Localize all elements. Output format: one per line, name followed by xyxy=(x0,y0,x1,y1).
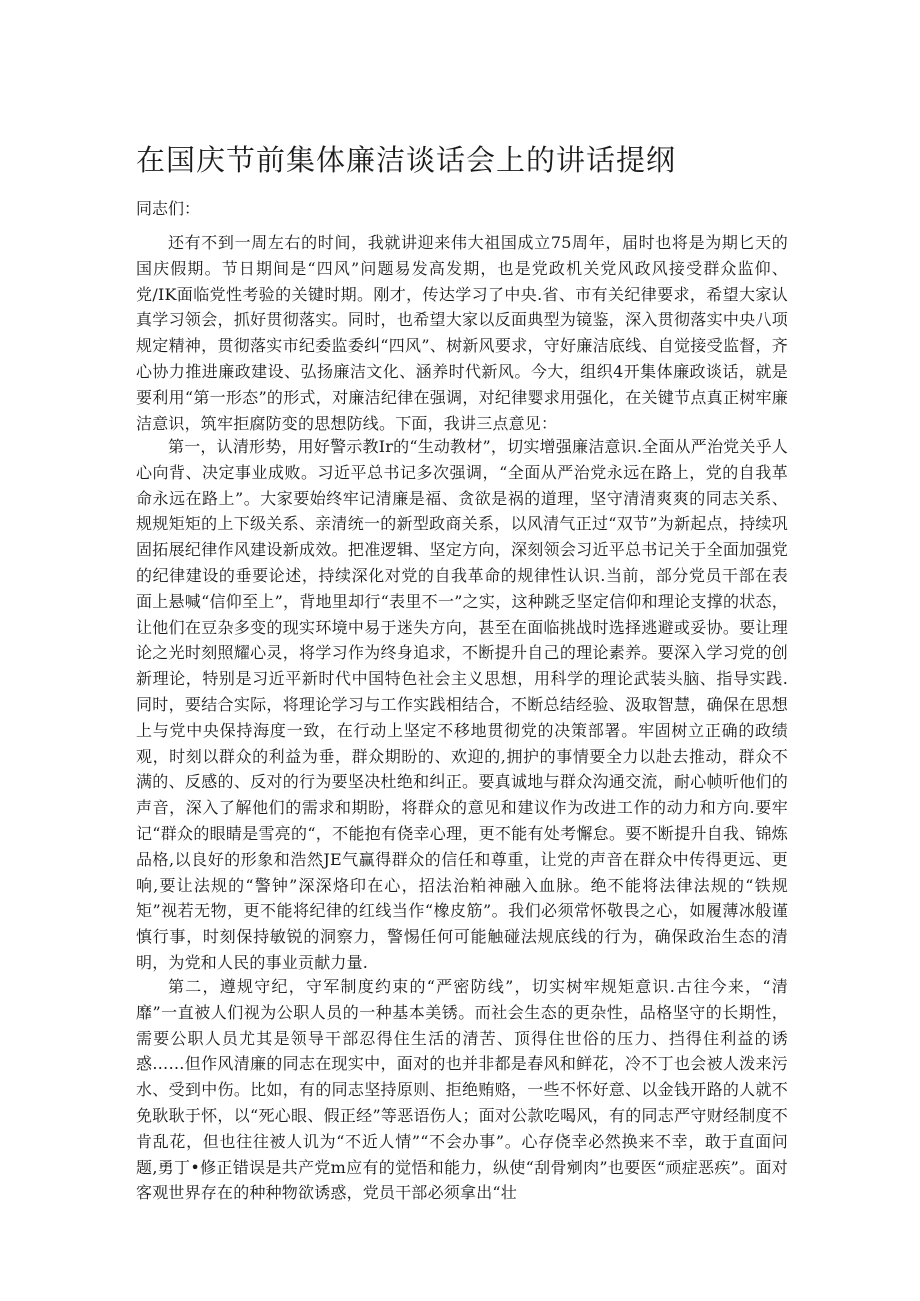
paragraph-point-two: 第二，遵规守纪，守军制度约束的“严密防线”，切实树牢规矩意识.古往今来，“清靡”一直被人们视为公职人员的一种基本美锈。而社会生态的更杂性，品格坚守的长期性，需要公职人员尤其是领导干部忍得住生活的清苦、顶得住世俗的压力、挡得住利益的诱惑……但作风清廉的同志在现实中，面对的也并非都是春风和鲜花，冷不丁也会被人泼来污水、受到中伤。比如，有的同志坚持原则、拒绝贿赂，一些不怀好意、以金钱开路的人就不免耿耿于怀，以“死心眼、假正经”等恶语伤人；面对公款吃喝风，有的同志严守财经制度不肯乱花，但也往往被人讥为“不近人情”“不会办事”。心存侥幸必然换来不幸，敢于直面问题,勇丁•修正错误是共产党m应有的觉悟和能力，纵使“刮骨剜肉”也要医“顽症恶疾”。面对客观世界存在的种种物欲诱惑，党员干部必须拿出“壮 xyxy=(136,977,788,1203)
paragraph-point-one: 第一，认清形势，用好警示教Ir的“生动教材”，切实增强廉洁意识.全面从严治党关乎人心向背、决定事业成败。习近平总书记多次强调，“全面从严治党永远在路上，党的自我革命永远在路上”。大家要始终牢记清廉是福、贪欲是祸的道理，坚守清清爽爽的同志关系、规规矩矩的上下级关系、亲清统一的新型政商关系，以风清气正过“双节”为新起点，持续巩固拓展纪律作风建设新成效。把准逻辑、坚定方向，深刻领会习近平总书记关于全面加强党的纪律建设的垂要论述，持续深化对党的自我革命的规律性认识.当前，部分党员干部在表面上悬喊“信仰至上”，背地里却行“表里不一”之实，这种跳乏坚定信仰和理论支撑的状态，让他们在豆杂多变的现实环境中易于迷失方向，甚至在面临挑战时选择逃避或妥协。要让理论之光时刻照耀心灵，将学习作为终身追求，不断提升自己的理论素养。要深入学习党的创新理论，特别是习近平新时代中国特色社会主义思想，用科学的理论武装头脑、指导实践.同时，要结合实际，将理论学习与工作实践相结合，不断总结经验、汲取智慧，确保在思想上与党中央保持海度一致，在行动上坚定不移地贯彻党的决策部署。牢固树立正确的政绩观，时刻以群众的利益为垂，群众期盼的、欢迎的,拥护的事情要全力以赴去推动，群众不满的、反感的、反对的行为要坚决杜绝和纠正。要真诚地与群众沟通交流，耐心帧听他们的声音，深入了解他们的需求和期盼，将群众的意见和建议作为改进工作的动力和方向.要牢记“群众的眼睛是雪亮的“，不能抱有侥幸心理，更不能有处考懈怠。要不断提升自我、锦炼品格,以良好的形象和浩然JE气赢得群众的信任和尊重，让党的声音在群众中传得更远、更响,要让法规的“警钟”深深烙印在心，招法治粕神融入血脉。绝不能将法律法规的“铁规矩”视若无物，更不能将纪律的红线当作“橡皮筋”。我们必须常怀敬畏之心，如履薄冰般谨慎行事，时刻保持敏锐的洞察力，警惕任何可能触碰法规底线的行为，确保政治生态的清明，为党和人民的事业贡献力量. xyxy=(136,437,788,972)
document-title: 在国庆节前集体廉洁谈话会上的讲话提纲 xyxy=(136,143,677,177)
paragraph-intro: 还有不到一周左右的时间，我就讲迎来伟大祖国成立75周年，届时也将是为期匕天的国庆假期。节日期间是“四风”问题易发高发期，也是党政机关党风政风接受群众监仰、党/IK面临党性考验的关键时期。刚才，传达学习了中央.省、市有关纪律要求，希望大家认真学习领会，抓好贯彻落实。同时，也希望大家以反面典型为镜鉴，深入贯彻落实中央八项规定精神，贯彻落实市纪委监委纠“四风”、树新风要求，守好廉洁底线、自觉接受监督，齐心协力推进廉政建设、弘扬廉洁文化、涵养时代新风。今大，组织4开集体廉政谈话，就是要利用“第一形态”的形式，对廉洁纪律在强调，对纪律婴求用强化，在关键节点真正树牢廉洁意识，筑牢拒腐防变的思想防线。下面，我讲三点意见： xyxy=(136,233,788,433)
salutation: 同志们： xyxy=(136,199,201,218)
